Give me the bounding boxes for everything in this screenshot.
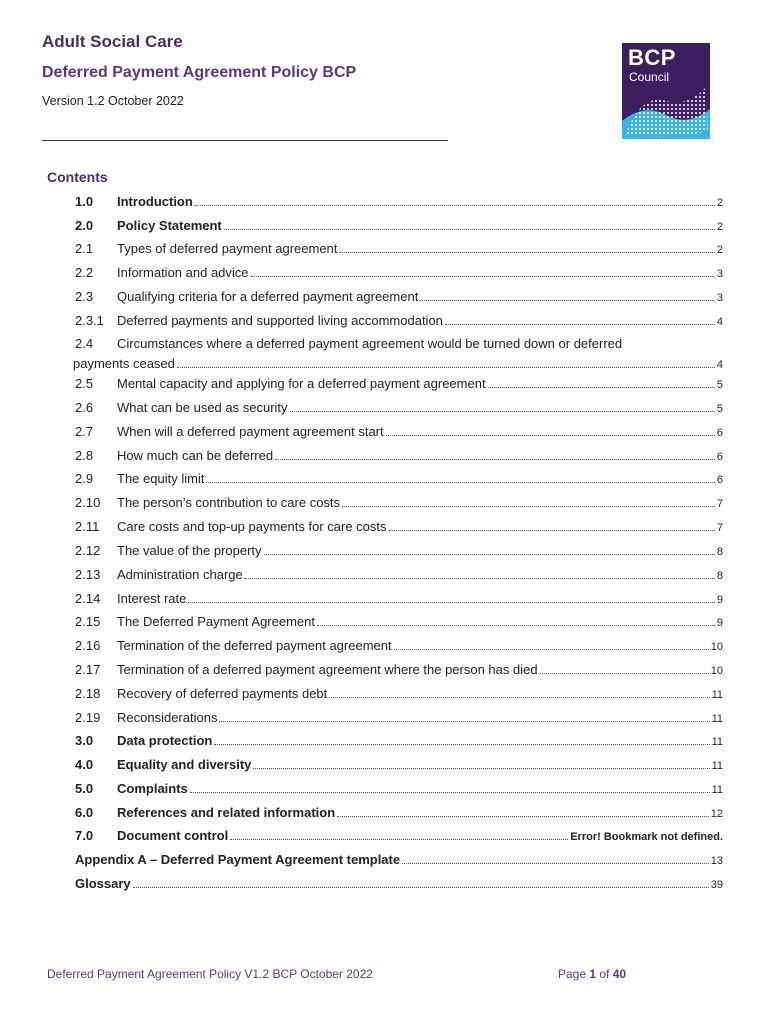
toc-entry[interactable]: 2.1 Types of deferred payment agreement 2: [75, 241, 723, 256]
bcp-council-logo: [622, 43, 710, 139]
toc-entry[interactable]: 2.4 Circumstances where a deferred payment agreement would be turned down or deferred payments ceased 4: [73, 336, 723, 371]
toc-entry[interactable]: 2.15 The Deferred Payment Agreement 9: [75, 614, 723, 629]
toc-entry[interactable]: 2.9 The equity limit 6: [75, 471, 723, 486]
toc-entry[interactable]: 2.17 Termination of a deferred payment agreement where the person has died 10: [75, 662, 723, 677]
document-subtitle: Deferred Payment Agreement Policy BCP: [42, 64, 357, 81]
logo-text-council: Council: [629, 70, 670, 84]
toc-entry[interactable]: 5.0 Complaints 11: [75, 781, 723, 796]
toc-entry[interactable]: 4.0 Equality and diversity 11: [75, 757, 723, 772]
toc-entry[interactable]: 2.12 The value of the property 8: [75, 543, 723, 558]
toc-entry[interactable]: 2.11 Care costs and top-up payments for care costs 7: [75, 519, 723, 534]
toc-entry[interactable]: 2.7 When will a deferred payment agreement start 6: [75, 424, 723, 439]
contents-heading: Contents: [47, 169, 108, 185]
toc-entry[interactable]: 2.13 Administration charge 8: [75, 567, 723, 582]
toc-entry[interactable]: 2.19 Reconsiderations 11: [75, 710, 723, 725]
footer-document-name: Deferred Payment Agreement Policy V1.2 BCP October 2022: [47, 967, 373, 981]
toc-entry[interactable]: 2.6 What can be used as security 5: [75, 400, 723, 415]
toc-entry[interactable]: 2.10 The person’s contribution to care costs 7: [75, 495, 723, 510]
toc-entry[interactable]: 2.0 Policy Statement 2: [75, 218, 723, 233]
bookmark-error-text: Error! Bookmark not defined.: [570, 831, 723, 843]
document-title: Adult Social Care: [42, 32, 183, 51]
toc-entry[interactable]: 2.16 Termination of the deferred payment agreement 10: [75, 638, 723, 653]
toc-entry[interactable]: Glossary 39: [75, 876, 723, 891]
title-divider: [42, 140, 448, 141]
toc-entry[interactable]: 2.8 How much can be deferred 6: [75, 448, 723, 463]
toc-entry[interactable]: 3.0 Data protection 11: [75, 733, 723, 748]
logo-text-bcp: BCP: [628, 45, 676, 70]
toc-entry[interactable]: 2.14 Interest rate 9: [75, 591, 723, 606]
version-label: Version 1.2 October 2022: [42, 94, 184, 108]
toc-entry[interactable]: 6.0 References and related information 12: [75, 805, 723, 820]
toc-entry[interactable]: 2.3 Qualifying criteria for a deferred payment agreement 3: [75, 289, 723, 304]
toc-entry[interactable]: 2.5 Mental capacity and applying for a deferred payment agreement 5: [75, 376, 723, 391]
toc-entry[interactable]: 2.18 Recovery of deferred payments debt 11: [75, 686, 723, 701]
toc-entry[interactable]: 2.2 Information and advice 3: [75, 265, 723, 280]
toc-entry[interactable]: 7.0 Document control Error! Bookmark not defined.: [75, 828, 723, 843]
toc-entry[interactable]: 1.0 Introduction 2: [75, 194, 723, 209]
footer-page-number: Page 1 of 40: [558, 967, 627, 981]
toc-entry[interactable]: 2.3.1 Deferred payments and supported living accommodation 4: [75, 313, 723, 328]
toc-entry[interactable]: Appendix A – Deferred Payment Agreement template 13: [75, 852, 723, 867]
